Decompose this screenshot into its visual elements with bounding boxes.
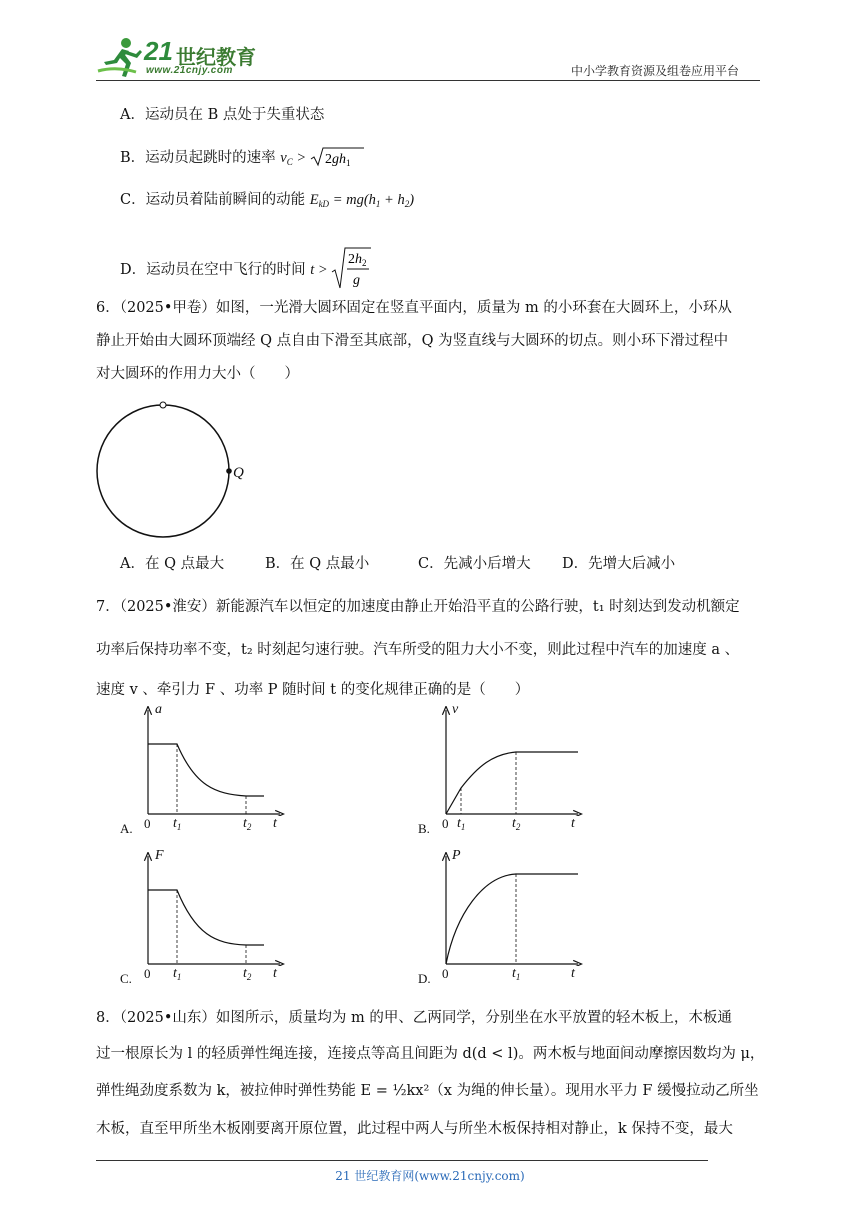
q6-option-d: D．先增大后减小 [562,556,676,572]
graph-b-option-label: B. [418,821,430,836]
q5-option-c [120,190,414,214]
graph-b-x-label: t [571,816,575,831]
curve [148,890,264,945]
graph-d-origin: 0 [442,966,449,981]
q7-stem-line-3: 速度 v 、牵引力 F 、功率 P 随时间 t 的变化规律正确的是（ ） [96,682,530,698]
graph-a-x-label: t [273,816,277,831]
q7-stem-line-1: 7．（2025•淮安）新能源汽车以恒定的加速度由静止开始沿平直的公路行驶，t₁ 时刻达到发动机额定 [96,599,740,615]
graph-a-t1: $t_1$ [173,816,182,832]
logo-runner-icon [96,36,144,78]
graph-a-t2: $t_2$ [243,816,252,832]
curve [446,752,578,814]
large-ring [97,405,229,537]
graph-d-plot [438,852,588,966]
svg-text:2h2: $2h_2$ [348,252,367,268]
footer-link[interactable]: 21 世纪教育网(www.21cnjy.com) [335,1169,525,1183]
graph-a-y-label: a [155,702,162,717]
graph-d-x-label: t [571,966,575,981]
sqrt-fraction-icon [331,246,371,290]
graph-a-plot [140,706,290,816]
graph-d-option-label: D. [418,971,431,986]
logo-url: www.21cnjy.com [146,65,233,76]
graph-d-t1: $t_1$ [512,966,521,982]
graph-b-y-label: v [452,702,459,717]
header-divider [96,80,760,81]
q6-stem-line-1: 6．（2025•甲卷）如图，一光滑大圆环固定在竖直平面内，质量为 m 的小环套在大圆环上，小环从 [96,300,732,316]
graph-c-t2: $t_2$ [243,966,252,982]
sqrt-symbol-icon [310,146,364,168]
svg-text:g: g [353,273,361,288]
graph-c-origin: 0 [144,966,151,981]
q5-option-d-math: t > [310,262,332,278]
graph-a-option-label: A. [120,821,133,836]
q5-option-c-text: C．运动员着陆前瞬间的动能 [120,192,306,208]
platform-title: 中小学教育资源及组卷应用平台 [571,64,740,78]
logo-number: 21 [144,36,173,66]
curve [446,874,578,964]
q6-point-q-label: Q [233,465,244,481]
q5-option-b-math: $v_C$ > [280,150,310,167]
graph-d-y-label: P [452,848,461,863]
graph-c-option-label: C. [120,971,132,986]
graph-a-origin: 0 [144,816,151,831]
small-ring-top [160,402,166,408]
point-q-dot [226,468,232,474]
q5-option-a: A．运动员在 B 点处于失重状态 [120,107,325,123]
q8-stem-line-2: 过一根原长为 l 的轻质弹性绳连接，连接点等高且间距为 d(d < l)。两木板与地面间动摩擦因数均为 μ， [96,1046,765,1062]
graph-b-plot [438,706,588,816]
q8-stem-line-3: 弹性绳劲度系数为 k，被拉伸时弹性势能 E = ½kx²（x 为绳的伸长量）。现用水平力 F 缓慢拉动乙所坐 [96,1083,759,1099]
graph-b-origin: 0 [442,816,449,831]
q7-stem-line-2: 功率后保持功率不变，t₂ 时刻起匀速行驶。汽车所受的阻力大小不变，则此过程中汽车的加速度 a 、 [96,642,740,658]
curve [148,744,264,796]
q8-stem-line-1: 8．（2025•山东）如图所示，质量均为 m 的甲、乙两同学，分别坐在水平放置的轻木板上，木板通 [96,1010,732,1026]
q5-option-b [120,146,364,172]
graph-c-plot [140,852,290,966]
q5-option-d [120,246,371,290]
q6-stem-line-2: 静止开始由大圆环顶端经 Q 点自由下滑至其底部，Q 为竖直线与大圆环的切点。则小环下滑过程中 [96,333,729,349]
q6-stem-line-3: 对大圆环的作用力大小（ ） [96,366,299,382]
q6-option-a: A．在 Q 点最大 [120,556,225,572]
q5-option-d-text: D．运动员在空中飞行的时间 [120,262,306,278]
svg-text:2gh1: $2gh_1$ [324,152,351,168]
q5-option-b-text: B．运动员起跳时的速率 [120,150,276,166]
q6-option-c: C．先减小后增大 [418,556,531,572]
graph-c-y-label: F [155,848,164,863]
q6-circle-figure [96,398,256,544]
logo-text: 世纪教育 [176,45,256,69]
footer-divider [96,1160,708,1161]
graph-c-t1: $t_1$ [173,966,182,982]
q8-stem-line-4: 木板，直至甲所坐木板刚要离开原位置，此过程中两人与所坐木板保持相对静止，k 保持不变，最大 [96,1121,733,1137]
graph-b-t2: $t_2$ [512,816,521,832]
q5-option-c-math: $E_{kD} = mg(h_1 + h_2)$ [309,192,415,209]
graph-c-x-label: t [273,966,277,981]
graph-b-t1: $t_1$ [457,816,466,832]
q6-option-b: B．在 Q 点最小 [265,556,370,572]
